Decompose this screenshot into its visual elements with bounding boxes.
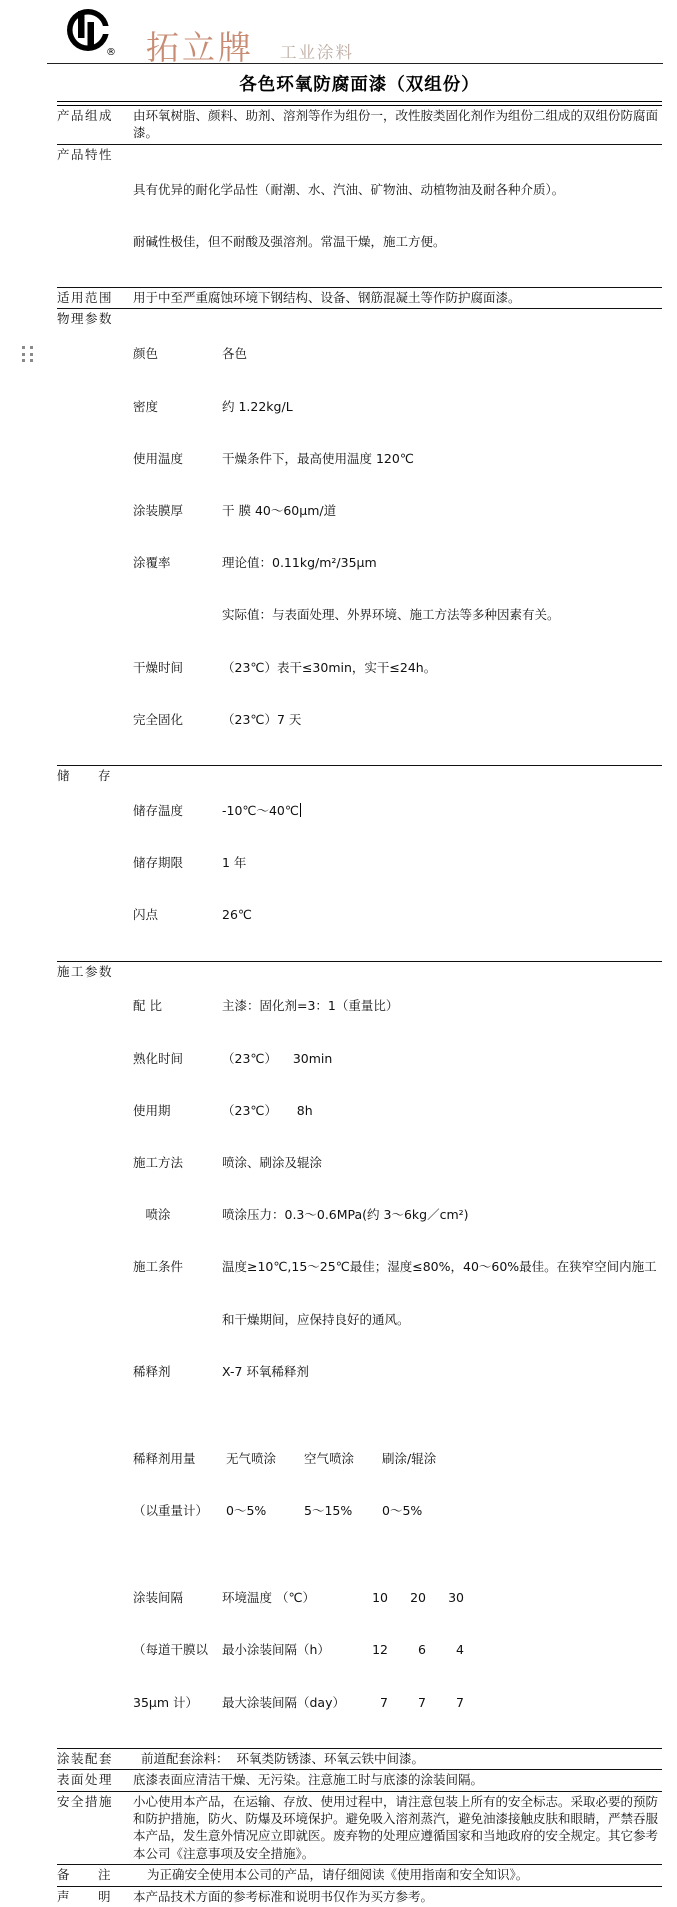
param-name: 颜色 [133, 346, 159, 362]
param-value: （23℃） 30min [222, 1050, 333, 1066]
interval-value: 20 [410, 1590, 426, 1606]
param-name: 施工方法 [133, 1154, 184, 1170]
thinner-value: 0～5% [382, 1503, 423, 1519]
row-composition [57, 106, 662, 145]
row-label: 适用范围 [57, 290, 114, 306]
param-row [133, 1363, 662, 1380]
param-row [133, 1206, 662, 1223]
text-cursor [300, 803, 301, 817]
param-row [133, 450, 662, 467]
interval-value: 7 [380, 1694, 388, 1710]
feature-line: 具有优异的耐化学品性（耐潮、水、汽油、矿物油、动植物油及耐各种介质）。 [133, 181, 565, 197]
row-label: 备 注 [57, 1867, 119, 1883]
row-value: 由环氧树脂、颜料、助剂、溶剂等作为组份一，改性胺类固化剂作为组份二组成的双组份防腐面漆。 [133, 108, 659, 141]
param-name: 涂装间隔 [133, 1590, 184, 1606]
param-name: （以重量计） [133, 1503, 209, 1519]
param-name: 涂装膜厚 [133, 502, 184, 518]
interval-value: 6 [418, 1642, 426, 1658]
param-name: 熟化时间 [133, 1050, 184, 1066]
row-value: 本产品技术方面的参考标准和说明书仅作为买方参考。 [133, 1888, 434, 1904]
row-label: 表面处理 [57, 1772, 114, 1788]
feature-line: 耐碱性极佳，但不耐酸及强溶剂。常温干燥，施工方便。 [133, 233, 446, 249]
param-value: X-7 环氧稀释剂 [222, 1363, 309, 1379]
interval-row [133, 1694, 662, 1711]
interval-name: 环境温度 （℃） [222, 1590, 316, 1606]
row-statement [57, 1887, 662, 1907]
param-name: 储存温度 [133, 802, 184, 818]
drag-handle-dots[interactable] [22, 346, 33, 362]
header-divider [47, 63, 663, 64]
param-row [133, 711, 662, 728]
interval-name: 最小涂装间隔（h） [222, 1642, 330, 1658]
registered-mark: ® [106, 47, 116, 58]
row-value: 为正确安全使用本公司的产品，请仔细阅读《使用指南和安全知识》。 [147, 1867, 529, 1883]
param-row [133, 606, 662, 623]
row-remark [57, 1865, 662, 1886]
row-storage [57, 766, 662, 961]
param-value: （23℃）7 天 [222, 711, 302, 727]
row-label: 产品特性 [57, 146, 114, 162]
brand-tagline: 工业涂料 [280, 43, 354, 62]
row-value [133, 146, 662, 285]
param-name: 35μm 计） [133, 1694, 199, 1710]
param-name: 配 比 [133, 998, 162, 1014]
thinner-header-row [133, 1450, 662, 1467]
param-row [133, 502, 662, 519]
brand-name: 拓立牌 [146, 28, 254, 67]
spec-table [57, 101, 662, 1907]
row-value: 底漆表面应清洁干燥、无污染。注意施工时与底漆的涂装间隔。 [133, 1772, 484, 1788]
row-safety [57, 1792, 662, 1866]
row-physical [57, 309, 662, 766]
row-surface-prep [57, 1770, 662, 1791]
row-value: 用于中至严重腐蚀环境下钢结构、设备、钢筋混凝土等作防护腐面漆。 [133, 290, 521, 306]
param-value: （23℃） 8h [222, 1102, 313, 1118]
construction-params [133, 963, 662, 1746]
param-name: 使用期 [133, 1102, 171, 1118]
interval-row [133, 1641, 662, 1658]
row-value: 前道配套涂料： 环氧类防锈漆、环氧云铁中间漆。 [141, 1750, 424, 1766]
row-coating-system [57, 1749, 662, 1770]
param-value: 理论值：0.11kg/m²/35μm [222, 555, 377, 571]
storage-params [133, 767, 662, 958]
row-construction [57, 962, 662, 1749]
param-row [133, 802, 662, 819]
param-row [133, 854, 662, 871]
company-logo-icon [63, 6, 119, 60]
storage-temp-value: -10℃～40℃ [222, 802, 299, 818]
interval-row [133, 1589, 662, 1606]
interval-value: 30 [448, 1590, 464, 1606]
page-title: 各色环氧防腐面漆（双组份） [239, 75, 480, 95]
param-value: 喷涂压力：0.3～0.6MPa(约 3～6kg／cm²) [222, 1207, 469, 1223]
param-value: 干燥条件下，最高使用温度 120℃ [222, 450, 414, 466]
row-scope [57, 288, 662, 309]
param-value: 各色 [222, 346, 248, 362]
param-row [133, 1154, 662, 1171]
thinner-col-header: 无气喷涂 [226, 1450, 277, 1466]
param-row [133, 997, 662, 1014]
row-label: 安全措施 [57, 1793, 114, 1809]
row-label: 施工参数 [57, 963, 114, 979]
param-name: 储存期限 [133, 855, 184, 871]
row-label: 储 存 [57, 768, 119, 784]
param-name: 施工条件 [133, 1259, 184, 1275]
interval-value: 12 [372, 1642, 388, 1658]
interval-value: 4 [456, 1642, 464, 1658]
param-value: 主漆：固化剂=3：1（重量比） [222, 998, 399, 1014]
param-row [133, 345, 662, 362]
param-value: 约 1.22kg/L [222, 398, 293, 414]
row-features [57, 145, 662, 288]
param-value: 1 年 [222, 855, 247, 871]
row-label: 声 明 [57, 1888, 119, 1904]
param-value: （23℃）表干≤30min，实干≤24h。 [222, 659, 437, 675]
param-row [133, 906, 662, 923]
param-name: 密度 [133, 398, 159, 414]
param-value: 干 膜 40～60μm/道 [222, 502, 337, 518]
param-value: 温度≥10℃,15～25℃最佳；湿度≤80%，40～60%最佳。在狭窄空间内施工 [222, 1259, 657, 1275]
param-row [133, 1102, 662, 1119]
param-name: 稀释剂用量 [133, 1450, 196, 1466]
param-row [133, 659, 662, 676]
row-label: 产品组成 [57, 108, 114, 123]
param-name: 稀释剂 [133, 1363, 171, 1379]
param-row [133, 1258, 662, 1275]
param-name [133, 1311, 222, 1328]
param-row [133, 554, 662, 571]
row-label: 物理参数 [57, 311, 114, 327]
param-name: 完全固化 [133, 711, 184, 727]
row-value: 小心使用本产品，在运输、存放、使用过程中，请注意包装上所有的安全标志。采取必要的预防和防护措施，防火、防爆及环境保护。避免吸入溶剂蒸汽，避免油漆接触皮肤和眼睛，严禁吞服本产品，发生意外情况应立即就医。废弃物的处理应遵循国家和当地政府的安全规定。其它参考本公司《注意事项及安全措施》。 [133, 1793, 659, 1861]
interval-value: 10 [372, 1590, 388, 1606]
thinner-value: 0～5% [226, 1503, 267, 1519]
thinner-col-header: 刷涂/辊涂 [382, 1450, 437, 1466]
interval-value: 7 [418, 1694, 426, 1710]
param-value: 实际值：与表面处理、外界环境、施工方法等多种因素有关。 [222, 607, 560, 623]
param-value[interactable] [222, 802, 662, 819]
param-name: 涂覆率 [133, 555, 171, 571]
physical-params [133, 310, 662, 763]
param-name: 闪点 [133, 907, 159, 923]
interval-name: 最大涂装间隔（day） [222, 1694, 345, 1710]
param-value: 26℃ [222, 907, 252, 923]
param-value: 喷涂、刷涂及辊涂 [222, 1154, 323, 1170]
param-name: 喷涂 [133, 1207, 171, 1223]
param-value: 和干燥期间，应保持良好的通风。 [222, 1311, 410, 1327]
param-row [133, 1311, 662, 1328]
thinner-value: 5～15% [304, 1503, 353, 1519]
param-name [133, 606, 222, 623]
param-row [133, 398, 662, 415]
thinner-col-header: 空气喷涂 [304, 1450, 355, 1466]
interval-value: 7 [456, 1694, 464, 1710]
param-name: 使用温度 [133, 450, 184, 466]
param-name: 干燥时间 [133, 659, 184, 675]
thinner-value-row [133, 1502, 662, 1519]
row-label: 涂装配套 [57, 1750, 114, 1766]
param-row [133, 1050, 662, 1067]
param-name: （每道干膜以 [133, 1642, 209, 1658]
